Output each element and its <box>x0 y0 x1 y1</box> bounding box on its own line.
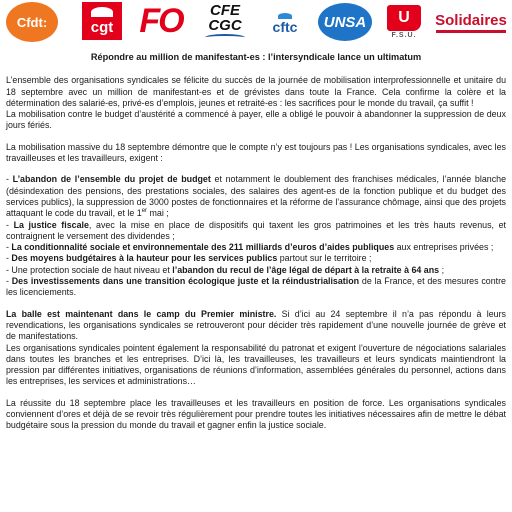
solidaires-underline <box>436 30 506 33</box>
demand-item <box>6 253 506 264</box>
document-title: Répondre au million de manifestant-es : l’intersyndicale lance un ultimatum <box>90 52 422 62</box>
demand-item <box>6 174 506 219</box>
fo-logo-text: FO <box>139 1 183 40</box>
demand-tail: ; <box>439 264 445 275</box>
demands-list <box>6 174 506 298</box>
cftc-arc-icon <box>278 13 292 19</box>
demand-item <box>6 276 506 299</box>
demand-bold: l’abandon du recul de l’âge légal de départ à la retraite à 64 ans <box>172 264 440 275</box>
cftc-logo-text: cftc <box>272 18 298 35</box>
union-logo-strip <box>0 0 512 44</box>
conclusion-paragraph: La réussite du 18 septembre place les travailleuses et les travailleurs en position de force. Les organisations syndicales conviennent d’ores et déjà de se revoir très régulièrement pour prendre toutes les initiatives nécessaires afin de mettre le débat budgétaire sous la pression du monde du travail et gagner enfin la justice sociale. <box>6 397 506 431</box>
bullet-dash: - <box>6 174 13 185</box>
unsa-logo-text: UNSA <box>323 13 367 31</box>
cgt-logo-text: cgt <box>90 18 114 36</box>
demand-item <box>6 242 506 253</box>
intro-paragraph-2: La mobilisation contre le budget d’austérité a commencé à payer, elle a obligé le pouvoir à abandonner la suppression de deux jours fériés. <box>6 109 506 131</box>
employer-paragraph: Les organisations syndicales pointent également la responsabilité du patronat et exigent l’ouverture de négociations salariales dans toutes les branches et les entreprises. D’ici là, les travailleuses, les travailleurs et leurs syndicats maintiendront la pression par différentes initiatives, organisations de réunions d’information, assemblées générales du personnel, actions dans les entreprises, les services et administrations… <box>6 342 506 387</box>
fsu-mark: U <box>387 5 421 31</box>
cfdt-logo-text: Cfdt: <box>16 14 48 30</box>
bullet-dash: - <box>6 253 12 264</box>
demands-intro: La mobilisation massive du 18 septembre démontre que le compte n’y est toujours pas ! Les organisations syndicales, avec les travailleuses et les travailleurs, exigent : <box>6 141 506 164</box>
ultimatum-bold: La balle est maintenant dans le camp du Premier ministre. <box>6 308 277 319</box>
fsu-logo <box>384 2 424 42</box>
fo-logo <box>134 2 188 40</box>
demand-bold: Des investissements dans une transition écologique juste et la réindustrialisation <box>11 276 360 287</box>
bullet-dash: - <box>6 242 12 253</box>
cfe-cgc-logo <box>196 2 254 42</box>
solidaires-logo-text: Solidaires <box>435 11 507 29</box>
demand-text: , avec la mise en place de dispositifs qui taxent les gros patrimoines et les très hauts revenus, et contraignent le versement des dividendes ; <box>6 219 506 241</box>
solidaires-logo <box>432 8 510 38</box>
bullet-dash: - <box>6 276 12 287</box>
cgt-bird-icon <box>91 7 113 17</box>
bullet-dash: - <box>6 219 14 230</box>
demand-item <box>6 220 506 243</box>
demand-text: Une protection sociale de haut niveau et <box>11 264 173 275</box>
bullet-dash: - <box>6 264 12 275</box>
cgt-logo <box>82 2 122 40</box>
demand-bold: L’abandon de l’ensemble du projet de budget <box>12 174 211 185</box>
demand-tail: mai ; <box>147 208 169 219</box>
demand-text: aux entreprises privées ; <box>394 242 494 253</box>
fsu-label: F.S.U. <box>391 32 417 39</box>
demand-bold: La conditionnalité sociale et environnementale des 211 milliards d’euros d’aides publiques <box>11 242 395 253</box>
cfe-arc-icon <box>205 34 245 41</box>
demand-bold: Des moyens budgétaires à la hauteur pour les services publics <box>11 253 278 264</box>
cgc-logo-text: CGC <box>208 17 242 34</box>
unsa-logo <box>318 3 372 41</box>
cftc-logo <box>262 8 308 38</box>
demand-text: de la France, et des mesures contre les licenciements. <box>6 276 506 298</box>
cfe-logo-text: CFE <box>210 2 240 19</box>
demand-sup: er <box>141 208 148 215</box>
cfdt-logo <box>6 2 58 42</box>
demand-item <box>6 265 506 276</box>
demand-text: partout sur le territoire ; <box>277 253 372 264</box>
demand-bold: La justice fiscale <box>13 219 89 230</box>
demand-text: et notamment le doublement des franchises médicales, l’année blanche (désindexation des pensions, des prestations sociales, des salaires des agent-es de la fonction publique et du budget des services publics), la suppression de 3000 postes de fonctionnaires et la réforme de l’assurance chômage, ainsi que des projets attaquant le code du travail, et le 1 <box>6 174 507 219</box>
statement-document <box>6 52 506 442</box>
ultimatum-text: Si d’ici au 24 septembre il n’a pas répondu à leurs revendications, les organisations syndicales se retrouveront pour décider très rapidement d’une nouvelle journée de grève et de manifestations. <box>6 308 506 342</box>
ultimatum-paragraph <box>6 309 506 343</box>
intro-paragraph-1: L’ensemble des organisations syndicales se félicite du succès de la journée de mobilisation interprofessionnelle et unitaire du 18 septembre avec un million de manifestant-es et de grévistes dans toute la France. Cela confirme la colère et la détermination des salarié-es, privé-es d’emplois, jeunes et retraité-es : les sacrifices pour le monde du travail, ça suffit ! <box>6 75 506 108</box>
